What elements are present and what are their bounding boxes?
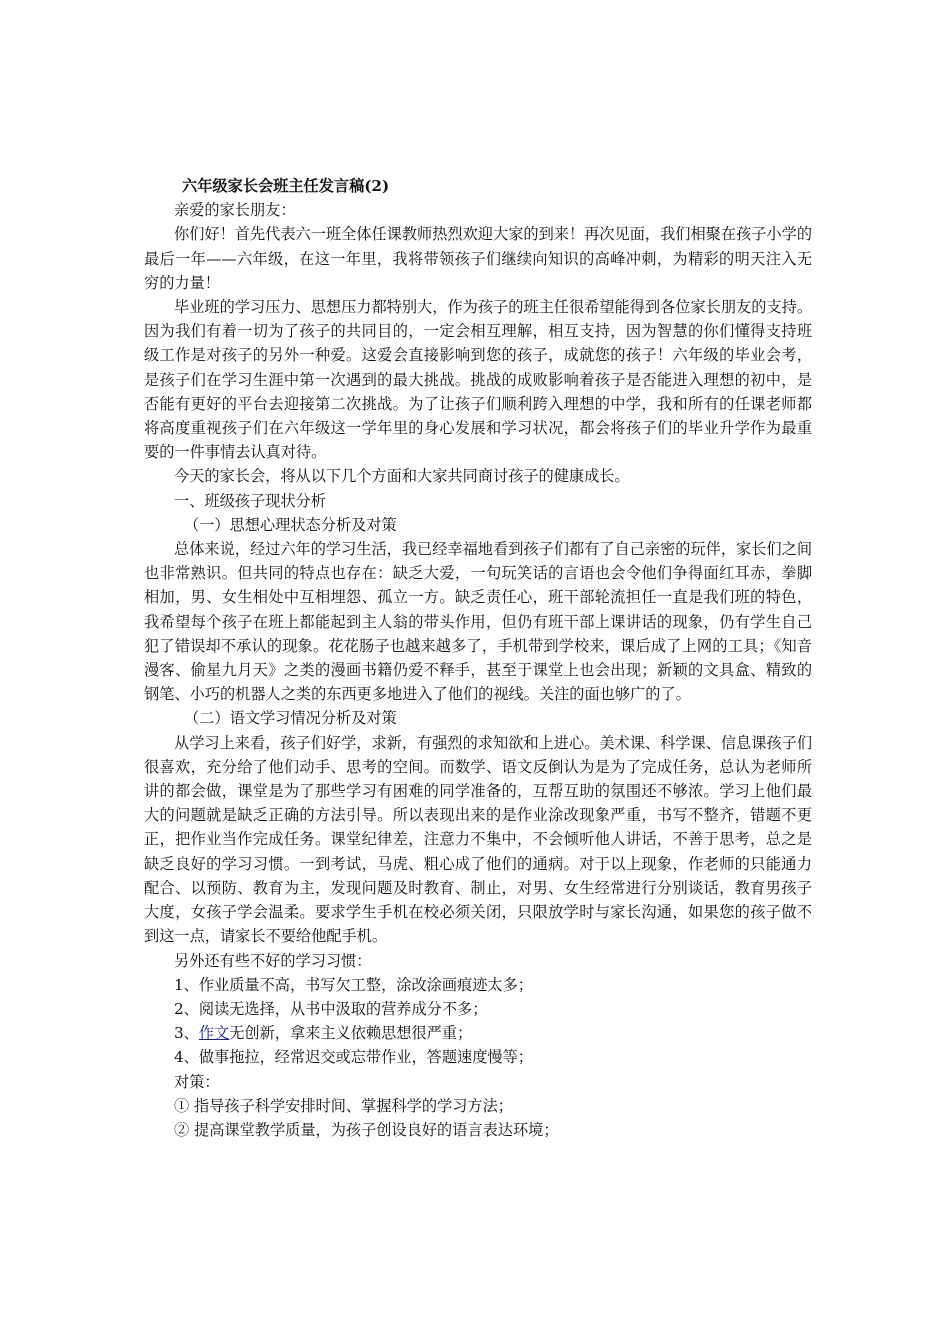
measures-label: 对策： <box>174 1072 220 1091</box>
paragraph-welcome: 你们好！首先代表六一班全体任课教师热烈欢迎大家的到来！再次见面，我们相聚在孩子小学的最后一年——六年级，在这一年里，我将带领孩子们继续向知识的高峰冲刺，为精彩的明天注入无穷的力量！ <box>144 225 812 292</box>
document-page <box>144 174 812 1142</box>
composition-link[interactable]: 作文 <box>198 1024 230 1043</box>
paragraph-chinese-study: 从学习上来看，孩子们好学，求新，有强烈的求知欲和上进心。美术课、科学课、信息课孩子们很喜欢，充分给了他们动手、思考的空间。而数学、语文反倒认为是为了完成任务，总认为老师所讲的都会做，课堂是为了那些学习有困难的同学准备的，互帮互助的氛围还不够浓。学习上他们最大的问题就是缺乏正确的方法引导。所以表现出来的是作业涂改现象严重，书写不整齐，错题不更正，把作业当作完成任务。课堂纪律差，注意力不集中，不会倾听他人讲话，不善于思考，总之是缺乏良好的学习习惯。一到考试，马虎、粗心成了他们的通病。对于以上现象，作老师的只能通力配合、以预防、教育为主，发现问题及时教育、制止，对男、女生经常进行分别谈话，教育男孩子大度，女孩子学会温柔。要求学生手机在校必须关闭，只限放学时与家长沟通，如果您的孩子做不到这一点，请家长不要给他配手机。 <box>144 733 812 946</box>
list-item-prefix: 3、 <box>174 1024 199 1043</box>
list-item: 2、阅读无选择，从书中汲取的营养成分不多； <box>174 999 488 1018</box>
paragraph-graduation-pressure: 毕业班的学习压力、思想压力都特别大，作为孩子的班主任很希望能得到各位家长朋友的支持。因为我们有着一切为了孩子的共同目的，一定会相互理解，相互支持，因为智慧的你们懂得支持班级工作是对孩子的另外一种爱。这爱会直接影响到您的孩子，成就您的孩子！六年级的毕业会考，是孩子们在学习生涯中第一次遇到的最大挑战。挑战的成败影响着孩子是否能进入理想的初中，是否能有更好的平台去迎接第二次挑战。为了让孩子们顺利跨入理想的中学，我和所有的任课老师都将高度重视孩子们在六年级这一学年里的身心发展和学习状况，都会将孩子们的毕业升学作为最重要的一件事情去认真对待。 <box>144 298 812 462</box>
subsection-heading-chinese-study: （二）语文学习情况分析及对策 <box>184 709 397 728</box>
greeting: 亲爱的家长朋友： <box>174 201 296 220</box>
list-item: 1、作业质量不高，书写欠工整，涂改涂画痕迹太多； <box>174 975 533 994</box>
list-item-suffix: 无创新，拿来主义依赖思想很严重； <box>229 1024 473 1043</box>
list-item: 4、做事拖拉，经常迟交或忘带作业，答题速度慢等； <box>174 1048 533 1067</box>
list-item <box>144 1021 812 1045</box>
paragraph-meeting-intro: 今天的家长会，将从以下几个方面和大家共同商讨孩子的健康成长。 <box>174 467 630 486</box>
subsection-heading-psychology: （一）思想心理状态分析及对策 <box>184 515 397 534</box>
paragraph-psychology: 总体来说，经过六年的学习生活，我已经幸福地看到孩子们都有了自己亲密的玩伴，家长们之间也非常熟识。但共同的特点也存在：缺乏大爱，一句玩笑话的言语也会令他们争得面红耳赤，拳脚相加，男、女生相处中互相埋怨、孤立一方。缺乏责任心，班干部轮流担任一直是我们班的特色，我希望每个孩子在班上都能起到主人翁的带头作用，但仍有班干部上课讲话的现象，仍有学生自己犯了错误却不承认的现象。花花肠子也越来越多了，手机带到学校来，课后成了上网的工具；《知音漫客、偷星九月天》之类的漫画书籍仍爱不释手，甚至于课堂上也会出现；新颖的文具盒、精致的钢笔、小巧的机器人之类的东西更多地进入了他们的视线。关注的面也够广的了。 <box>144 540 812 704</box>
measure-item: ② 提高课堂教学质量，为孩子创设良好的语言表达环境； <box>174 1120 559 1139</box>
measure-item: ① 指导孩子科学安排时间、掌握科学的学习方法； <box>174 1096 513 1115</box>
document-title: 六年级家长会班主任发言稿(2) <box>182 177 390 195</box>
section-heading-class-analysis: 一、班级孩子现状分析 <box>174 491 326 510</box>
paragraph-bad-habits-intro: 另外还有些不好的学习习惯： <box>174 951 372 970</box>
